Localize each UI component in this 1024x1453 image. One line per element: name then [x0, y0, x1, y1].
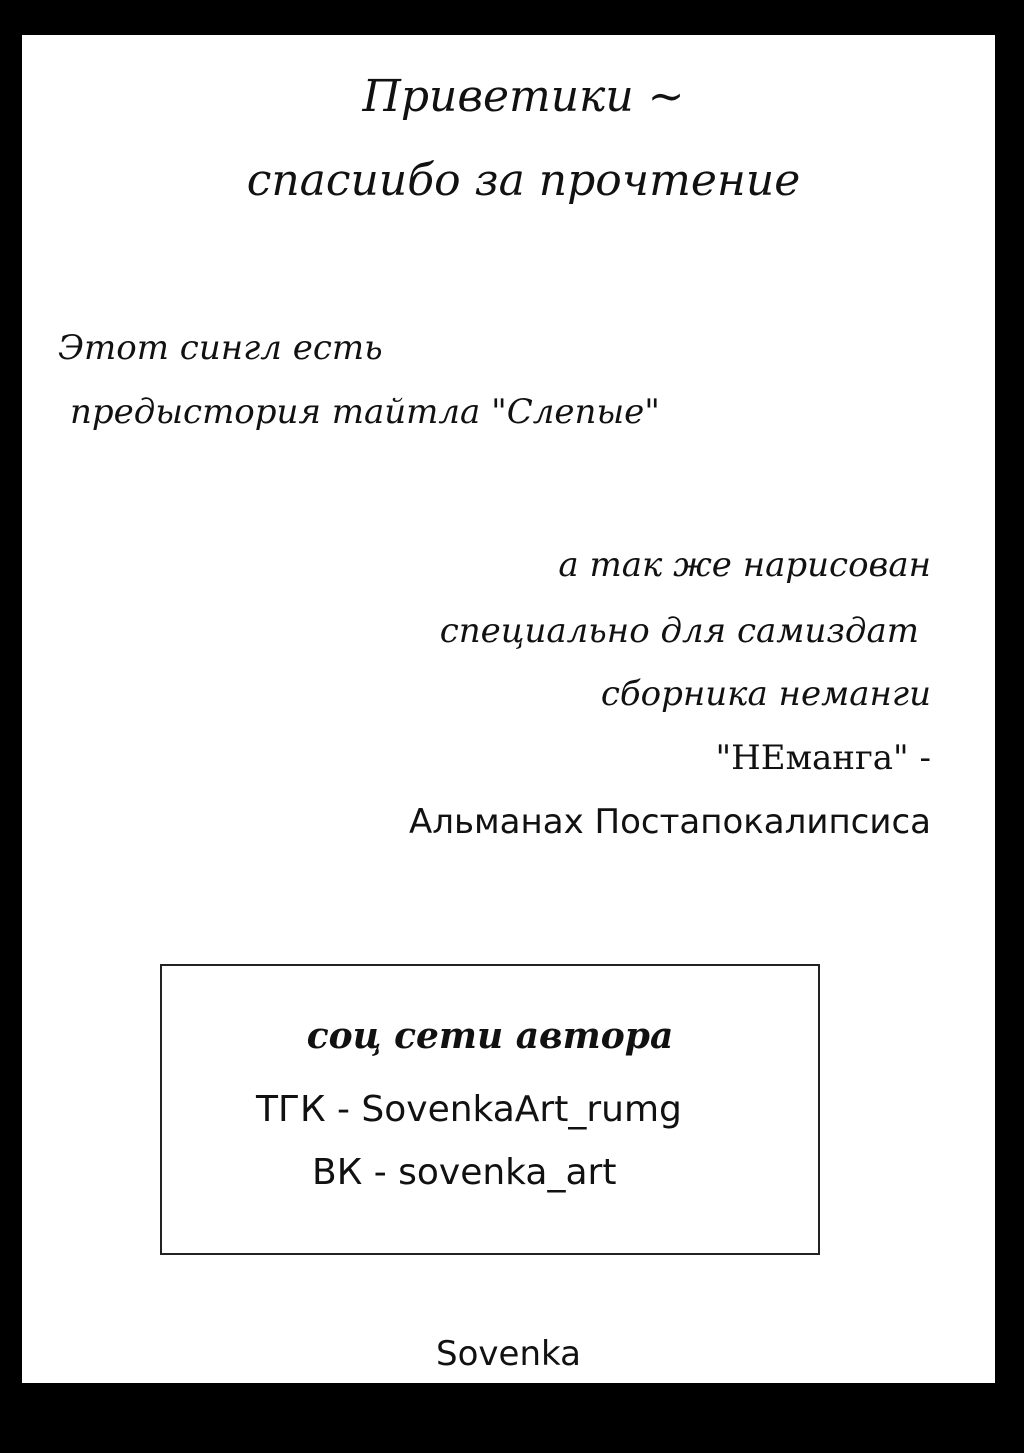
page [22, 35, 995, 1383]
intro-line-2: предыстория тайтла "Слепые" [70, 392, 660, 432]
note-line-1: а так же нарисован [558, 545, 931, 585]
note-line-5: Альманах Постапокалипсиса [409, 802, 931, 842]
intro-line-1: Этот сингл есть [58, 328, 383, 368]
author-signature: Sovenka [436, 1334, 581, 1374]
title-line-2: спасиибо за прочтение [246, 155, 801, 206]
title-line-1: Приветики ~ [362, 71, 685, 122]
note-line-2: специально для самиздат [439, 611, 919, 651]
note-line-4: "НЕманга" - [715, 738, 931, 778]
note-line-3: сборника неманги [600, 674, 931, 714]
telegram-link: ТГК - SovenkaArt_rumg [256, 1089, 682, 1130]
social-heading: соц сети автора [306, 1015, 674, 1057]
social-links-box [160, 964, 820, 1255]
vk-link: ВК - sovenka_art [312, 1152, 617, 1193]
